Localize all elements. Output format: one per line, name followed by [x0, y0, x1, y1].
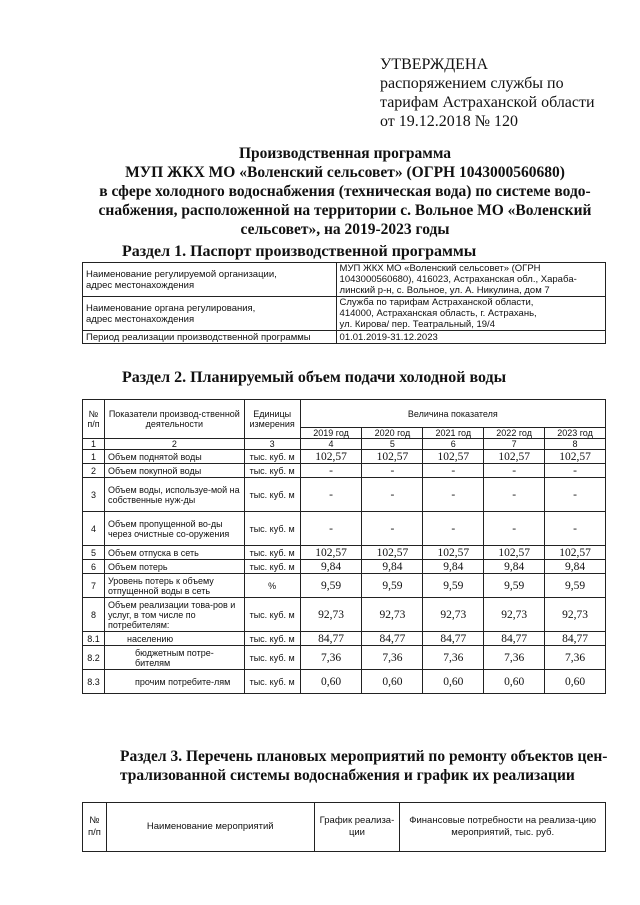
index-cell: 5	[362, 439, 423, 450]
table-row	[83, 598, 606, 632]
row-indicator: Объем отпуска в сеть	[104, 546, 244, 560]
row-value: 9,84	[362, 560, 423, 574]
title-line: сельсовет», на 2019-2023 годы	[240, 221, 450, 238]
row-unit: тыс. куб. м	[244, 560, 300, 574]
index-cell: 3	[244, 439, 300, 450]
row-value: 102,57	[362, 546, 423, 560]
table-row	[83, 464, 606, 478]
header-value: Величина показателя	[300, 400, 605, 428]
measures-table	[82, 802, 606, 852]
row-value: -	[300, 512, 362, 546]
title-line: в сфере холодного водоснабжения (техническая вода) по системе водо-	[99, 183, 591, 200]
row-num: 4	[83, 512, 105, 546]
row-indicator: Объем покупной воды	[104, 464, 244, 478]
row-value: 0,60	[300, 670, 362, 694]
row-num: 8	[83, 598, 105, 632]
passport-label: Наименование регулируемой организации, адрес местонахождения	[83, 263, 337, 297]
row-value: 9,59	[300, 574, 362, 598]
row-indicator: бюджетным потре-бителям	[104, 646, 244, 670]
row-unit: тыс. куб. м	[244, 512, 300, 546]
row-value: 102,57	[423, 450, 484, 464]
row-unit: тыс. куб. м	[244, 450, 300, 464]
row-value: 84,77	[423, 632, 484, 646]
index-cell: 8	[545, 439, 606, 450]
row-indicator: прочим потребите-лям	[104, 670, 244, 694]
row-unit: тыс. куб. м	[244, 598, 300, 632]
row-num: 3	[83, 478, 105, 512]
row-num: 7	[83, 574, 105, 598]
row-num: 6	[83, 560, 105, 574]
row-num: 8.2	[83, 646, 105, 670]
header-year: 2023 год	[545, 428, 606, 439]
row-unit: тыс. куб. м	[244, 670, 300, 694]
row-value: 9,84	[423, 560, 484, 574]
table-row	[83, 478, 606, 512]
table-row	[83, 331, 606, 344]
row-unit: тыс. куб. м	[244, 478, 300, 512]
header-name: Наименование мероприятий	[106, 803, 314, 852]
row-value: 92,73	[362, 598, 423, 632]
row-value: 7,36	[423, 646, 484, 670]
table-row	[83, 646, 606, 670]
row-value: -	[362, 464, 423, 478]
row-value: 9,84	[300, 560, 362, 574]
row-value: 9,84	[545, 560, 606, 574]
row-value: -	[484, 512, 545, 546]
row-indicator: населению	[104, 632, 244, 646]
row-num: 5	[83, 546, 105, 560]
row-unit: тыс. куб. м	[244, 646, 300, 670]
row-indicator: Объем воды, используе-мой на собственные нуж-ды	[104, 478, 244, 512]
document-title	[95, 144, 595, 239]
row-value: 84,77	[545, 632, 606, 646]
row-value: -	[362, 512, 423, 546]
table-row	[83, 546, 606, 560]
row-value: 102,57	[545, 450, 606, 464]
row-value: 92,73	[423, 598, 484, 632]
row-value: 102,57	[484, 450, 545, 464]
passport-label: Период реализации производственной программы	[83, 331, 337, 344]
row-value: 84,77	[484, 632, 545, 646]
row-value: 0,60	[545, 670, 606, 694]
passport-table	[82, 262, 606, 344]
passport-value: МУП ЖКХ МО «Воленский сельсовет» (ОГРН 1043000560680), 416023, Астраханская обл., Харабa- линский р-н, с. Вольное, ул. А. Никулина, дом 7	[336, 263, 605, 297]
index-cell: 6	[423, 439, 484, 450]
row-value: 102,57	[423, 546, 484, 560]
row-value: 102,57	[362, 450, 423, 464]
row-indicator: Объем потерь	[104, 560, 244, 574]
section3-heading-line: трализованной системы водоснабжения и график их реализации	[120, 767, 575, 784]
row-value: 102,57	[300, 546, 362, 560]
row-value: 9,59	[362, 574, 423, 598]
row-value: 9,59	[484, 574, 545, 598]
passport-value: Служба по тарифам Астраханской области, 414000, Астраханская область, г. Астрахань, ул. Кирова/ пер. Театральный, 19/4	[336, 297, 605, 331]
approval-stamp	[380, 55, 595, 131]
row-value: 84,77	[300, 632, 362, 646]
row-value: 9,84	[484, 560, 545, 574]
row-value: -	[300, 478, 362, 512]
row-value: 7,36	[300, 646, 362, 670]
section3-heading	[120, 747, 607, 785]
row-unit: тыс. куб. м	[244, 632, 300, 646]
header-schedule: График реализа-ции	[314, 803, 400, 852]
water-volume-table	[82, 399, 606, 694]
row-value: -	[545, 478, 606, 512]
table-row	[83, 670, 606, 694]
section3-heading-line: Раздел 3. Перечень плановых мероприятий по ремонту объектов цен-	[120, 748, 608, 765]
table-row	[83, 263, 606, 297]
approval-line: распоряжением службы по	[380, 75, 564, 92]
passport-value: 01.01.2019-31.12.2023	[336, 331, 605, 344]
title-line: снабжения, расположенной на территории с. Вольное МО «Воленский	[98, 202, 592, 219]
section1-heading: Раздел 1. Паспорт производственной программы	[122, 243, 477, 260]
row-value: -	[423, 512, 484, 546]
title-line: Производственная программа	[238, 145, 452, 162]
row-num: 2	[83, 464, 105, 478]
row-unit: %	[244, 574, 300, 598]
row-value: -	[484, 478, 545, 512]
table-row	[83, 560, 606, 574]
row-value: 7,36	[362, 646, 423, 670]
index-cell: 7	[484, 439, 545, 450]
approval-line: тарифам Астраханской области	[380, 94, 595, 111]
row-value: 84,77	[362, 632, 423, 646]
index-cell: 2	[104, 439, 244, 450]
row-value: -	[423, 464, 484, 478]
row-num: 8.3	[83, 670, 105, 694]
index-cell: 1	[83, 439, 105, 450]
table-header-row	[83, 803, 606, 852]
row-indicator: Объем поднятой воды	[104, 450, 244, 464]
row-value: -	[484, 464, 545, 478]
table-row	[83, 512, 606, 546]
header-year: 2020 год	[362, 428, 423, 439]
approval-line: УТВЕРЖДЕНА	[380, 56, 489, 73]
row-value: 0,60	[423, 670, 484, 694]
row-value: 102,57	[484, 546, 545, 560]
row-value: 7,36	[484, 646, 545, 670]
title-line: МУП ЖКХ МО «Воленский сельсовет» (ОГРН 1043000560680)	[125, 164, 565, 181]
row-unit: тыс. куб. м	[244, 464, 300, 478]
row-value: 92,73	[300, 598, 362, 632]
header-year: 2021 год	[423, 428, 484, 439]
table-row	[83, 574, 606, 598]
index-cell: 4	[300, 439, 362, 450]
header-finance: Финансовые потребности на реализа-цию мероприятий, тыс. руб.	[400, 803, 606, 852]
row-value: -	[423, 478, 484, 512]
approval-line: от 19.12.2018 № 120	[380, 113, 519, 130]
row-value: 0,60	[484, 670, 545, 694]
row-value: 102,57	[545, 546, 606, 560]
row-value: 92,73	[484, 598, 545, 632]
row-unit: тыс. куб. м	[244, 546, 300, 560]
header-year: 2019 год	[300, 428, 362, 439]
section2-heading: Раздел 2. Планируемый объем подачи холодной воды	[122, 369, 507, 386]
row-num: 1	[83, 450, 105, 464]
header-num: № п/п	[83, 400, 105, 439]
table-header-row	[83, 400, 606, 428]
row-value: 9,59	[423, 574, 484, 598]
table-row	[83, 632, 606, 646]
row-value: -	[362, 478, 423, 512]
row-indicator: Уровень потерь к объему отпущенной воды в сеть	[104, 574, 244, 598]
row-value: 9,59	[545, 574, 606, 598]
table-row	[83, 297, 606, 331]
row-value: 92,73	[545, 598, 606, 632]
row-num: 8.1	[83, 632, 105, 646]
row-value: -	[545, 512, 606, 546]
header-indicator: Показатели производ-ственной деятельности	[104, 400, 244, 439]
header-year: 2022 год	[484, 428, 545, 439]
row-value: 102,57	[300, 450, 362, 464]
row-value: 7,36	[545, 646, 606, 670]
row-indicator: Объем реализации това-ров и услуг, в том числе по потребителям:	[104, 598, 244, 632]
row-value: 0,60	[362, 670, 423, 694]
header-unit: Единицы измерения	[244, 400, 300, 439]
index-row	[83, 439, 606, 450]
row-value: -	[300, 464, 362, 478]
row-value: -	[545, 464, 606, 478]
header-num: № п/п	[83, 803, 107, 852]
passport-label: Наименование органа регулирования, адрес местонахождения	[83, 297, 337, 331]
row-indicator: Объем пропущенной во-ды через очистные со-оружения	[104, 512, 244, 546]
table-row	[83, 450, 606, 464]
